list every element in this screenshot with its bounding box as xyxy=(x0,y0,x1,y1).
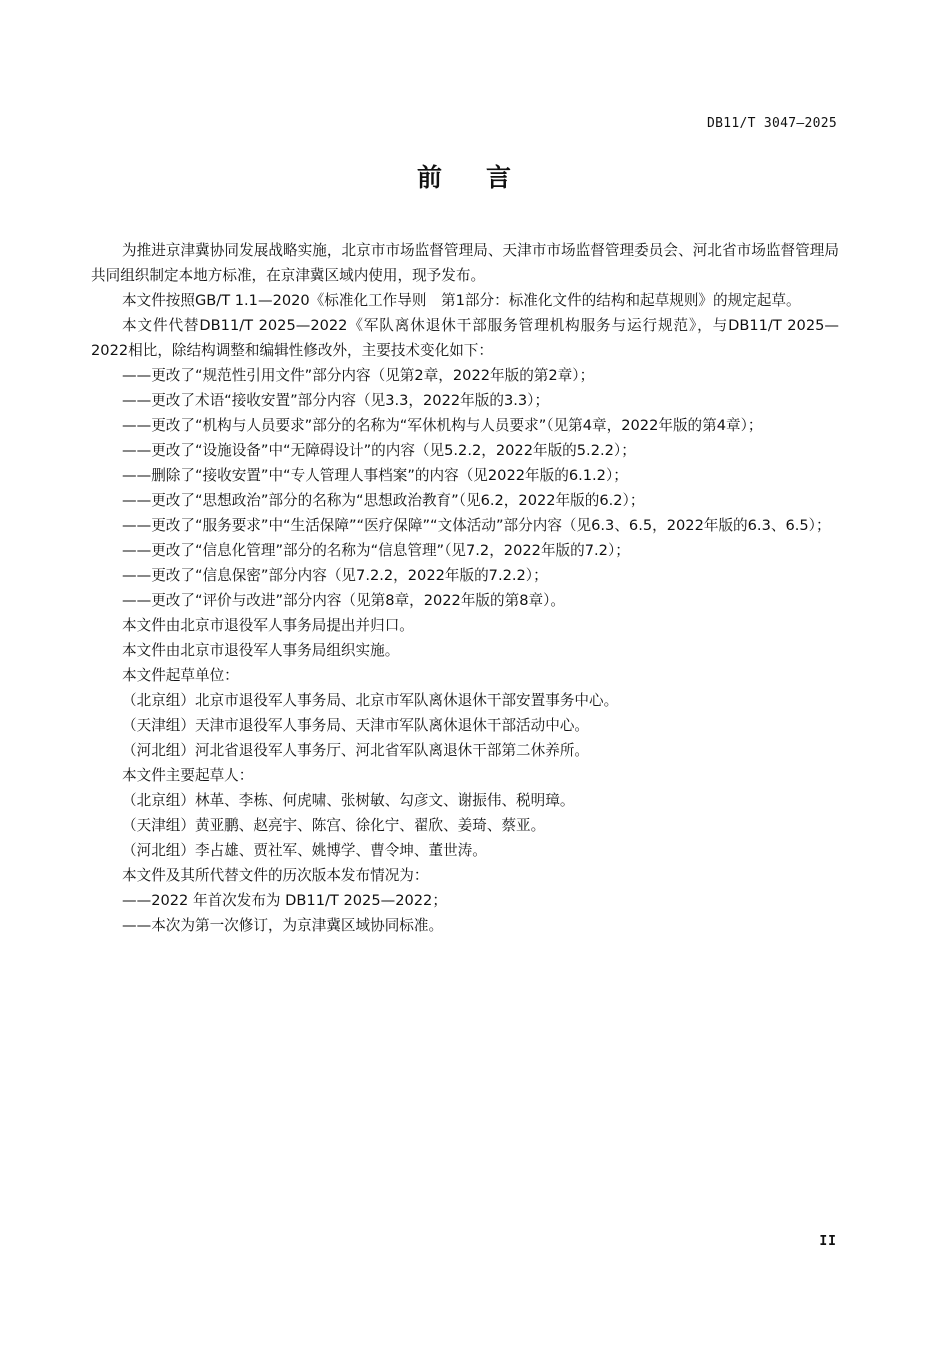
change-item: ——更改了“评价与改进”部分内容（见第8章，2022年版的第8章）。 xyxy=(122,592,565,609)
change-item: ——更改了“设施设备”中“无障碍设计”的内容（见5.2.2，2022年版的5.2.2）； xyxy=(122,442,636,459)
paragraph-drafters-heading: 本文件主要起草人： xyxy=(122,767,254,784)
change-item: ——更改了“信息化管理”部分的名称为“信息管理”（见7.2，2022年版的7.2）； xyxy=(122,542,630,559)
paragraph-drafting-units-heading: 本文件起草单位： xyxy=(122,667,239,684)
paragraph-replacement: 本文件代替DB11/T 2025—2022《军队离休退休干部服务管理机构服务与运行规范》，与DB11/T 2025—2022相比，除结构调整和编辑性修改外，主要技术变化如下： xyxy=(91,317,839,359)
document-code: DB11/T 3047—2025 xyxy=(706,116,837,131)
change-item: ——更改了“思想政治”部分的名称为“思想政治教育”（见6.2，2022年版的6.2）； xyxy=(122,492,645,509)
paragraph-history-heading: 本文件及其所代替文件的历次版本发布情况为： xyxy=(122,867,429,884)
drafter-item: （河北组）李占雄、贾社军、姚博学、曹令坤、董世涛。 xyxy=(122,842,487,859)
page-title: 前言 xyxy=(416,163,555,192)
change-item: ——删除了“接收安置”中“专人管理人事档案”的内容（见2022年版的6.1.2）； xyxy=(122,467,628,484)
history-item: ——2022 年首次发布为 DB11/T 2025—2022； xyxy=(122,892,447,909)
change-item: ——更改了“服务要求”中“生活保障”“医疗保障”“文体活动”部分内容（见6.3、6.5，2022年版的6.3、6.5）； xyxy=(122,517,831,534)
paragraph-implementer: 本文件由北京市退役军人事务局组织实施。 xyxy=(122,642,400,659)
change-item: ——更改了术语“接收安置”部分内容（见3.3，2022年版的3.3）； xyxy=(122,392,550,409)
drafting-unit-item: （河北组）河北省退役军人事务厅、河北省军队离退休干部第二休养所。 xyxy=(122,742,590,759)
drafter-item: （天津组）黄亚鹏、赵亮宇、陈宫、徐化宁、翟欣、姜琦、蔡亚。 xyxy=(122,817,546,834)
foreword-body xyxy=(91,238,839,938)
paragraph-proposer: 本文件由北京市退役军人事务局提出并归口。 xyxy=(122,617,414,634)
change-item: ——更改了“信息保密”部分内容（见7.2.2，2022年版的7.2.2）； xyxy=(122,567,548,584)
drafter-item: （北京组）林革、李栋、何虎啸、张树敏、勾彦文、谢振伟、税明璋。 xyxy=(122,792,575,809)
change-item: ——更改了“规范性引用文件”部分内容（见第2章，2022年版的第2章）； xyxy=(122,367,595,384)
drafting-unit-item: （天津组）天津市退役军人事务局、天津市军队离休退休干部活动中心。 xyxy=(122,717,590,734)
history-item: ——本次为第一次修订，为京津冀区域协同标准。 xyxy=(122,917,444,934)
page-number: II xyxy=(819,1234,837,1249)
paragraph-purpose: 为推进京津冀协同发展战略实施，北京市市场监督管理局、天津市市场监督管理委员会、河北省市场监督管理局共同组织制定本地方标准，在京津冀区域内使用，现予发布。 xyxy=(91,242,839,284)
drafting-unit-item: （北京组）北京市退役军人事务局、北京市军队离休退休干部安置事务中心。 xyxy=(122,692,619,709)
change-item: ——更改了“机构与人员要求”部分的名称为“军休机构与人员要求”（见第4章，2022年版的第4章）； xyxy=(122,417,763,434)
paragraph-drafting-rules: 本文件按照GB/T 1.1—2020《标准化工作导则 第1部分：标准化文件的结构和起草规则》的规定起草。 xyxy=(122,292,801,309)
